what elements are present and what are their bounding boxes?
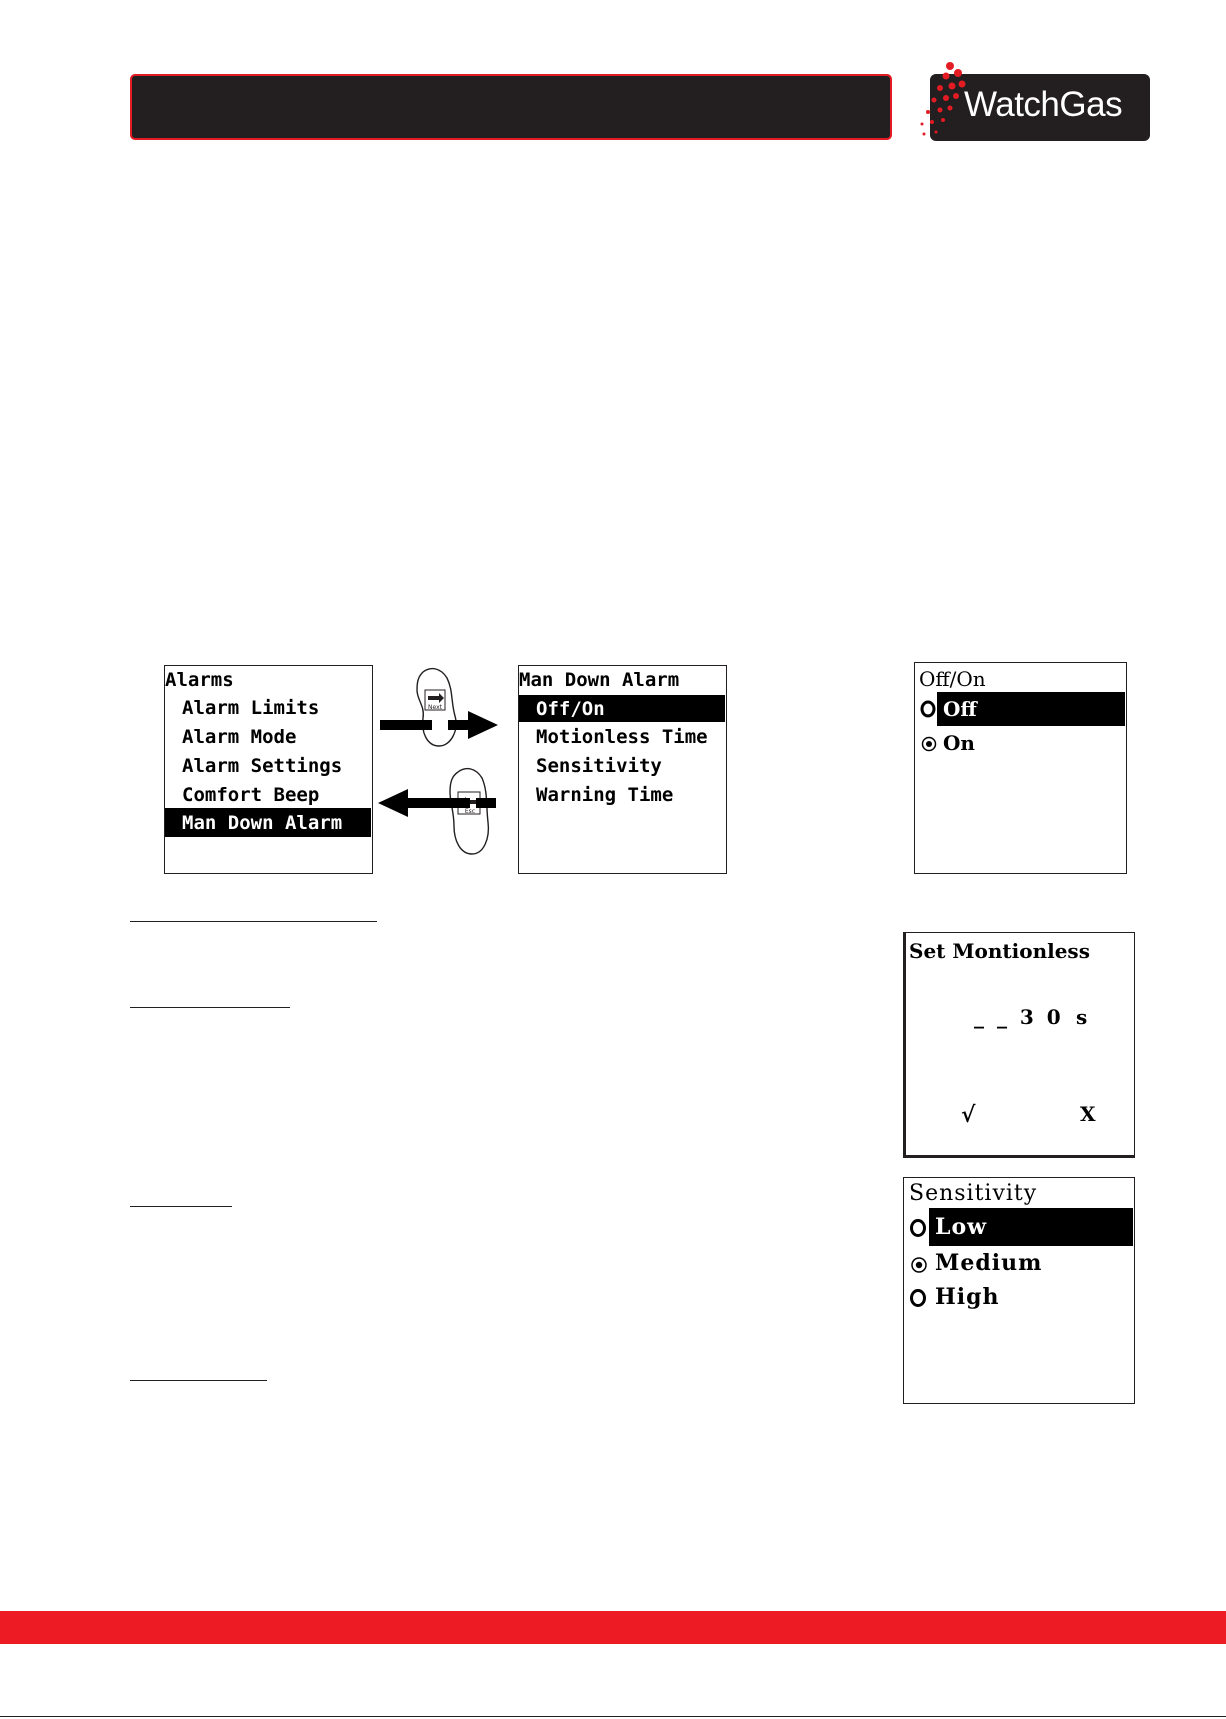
alarms-title: Alarms xyxy=(165,669,234,691)
menu-item-motionless-time[interactable]: Motionless Time xyxy=(536,726,708,748)
off-on-screen xyxy=(914,662,1127,874)
option-medium-label: Medium xyxy=(935,1250,1043,1276)
man-down-alarm-screen xyxy=(518,665,727,874)
radio-on-checked-icon[interactable] xyxy=(921,736,937,752)
footer-rule xyxy=(0,1716,1226,1717)
alarms-screen xyxy=(164,665,373,874)
menu-item-sensitivity[interactable]: Sensitivity xyxy=(536,755,662,777)
radio-medium-checked-icon[interactable] xyxy=(910,1256,928,1274)
footer-bar xyxy=(0,1611,1226,1644)
radio-low-icon[interactable] xyxy=(909,1218,927,1238)
header-bar xyxy=(130,74,892,140)
watchgas-logo xyxy=(930,74,1150,141)
menu-item-man-down-alarm[interactable] xyxy=(165,808,371,837)
menu-item-man-down-alarm-label: Man Down Alarm xyxy=(182,812,343,834)
motionless-value[interactable]: _ _ 3 0 xyxy=(974,1005,1064,1029)
man-down-alarm-title: Man Down Alarm xyxy=(519,669,680,691)
option-low-label: Low xyxy=(935,1214,988,1240)
option-off-label: Off xyxy=(943,697,977,721)
menu-item-alarm-limits[interactable]: Alarm Limits xyxy=(182,697,320,719)
section-underline-4 xyxy=(130,1380,267,1381)
menu-item-warning-time[interactable]: Warning Time xyxy=(536,784,674,806)
radio-high-icon[interactable] xyxy=(909,1288,927,1308)
off-on-title: Off/On xyxy=(919,667,986,691)
menu-item-off-on-label: Off/On xyxy=(536,698,605,720)
next-key-label: Next xyxy=(428,704,442,711)
menu-item-off-on[interactable] xyxy=(519,695,725,722)
section-underline-1 xyxy=(130,921,377,922)
esc-key-label: Esc xyxy=(464,808,476,815)
confirm-check-icon[interactable]: √ xyxy=(961,1102,976,1128)
set-motionless-screen xyxy=(903,932,1135,1158)
logo-text: WatchGas xyxy=(964,85,1123,124)
option-on-label: On xyxy=(943,731,975,755)
cancel-x-icon[interactable]: X xyxy=(1080,1102,1096,1126)
radio-off-icon[interactable] xyxy=(920,700,936,718)
motionless-unit: s xyxy=(1076,1005,1088,1029)
menu-item-alarm-settings[interactable]: Alarm Settings xyxy=(182,755,343,777)
option-high-label: High xyxy=(935,1284,1000,1310)
section-underline-3 xyxy=(130,1206,232,1207)
arrow-right-icon xyxy=(380,710,498,740)
set-motionless-title: Set Montionless xyxy=(909,939,1090,963)
menu-item-alarm-mode[interactable]: Alarm Mode xyxy=(182,726,297,748)
menu-item-comfort-beep[interactable]: Comfort Beep xyxy=(182,784,320,806)
section-underline-2 xyxy=(130,1007,290,1008)
arrow-left-icon xyxy=(378,788,496,818)
option-off[interactable] xyxy=(937,692,1125,726)
option-low[interactable] xyxy=(929,1208,1133,1246)
sensitivity-screen xyxy=(903,1177,1135,1404)
sensitivity-title: Sensitivity xyxy=(909,1181,1038,1206)
